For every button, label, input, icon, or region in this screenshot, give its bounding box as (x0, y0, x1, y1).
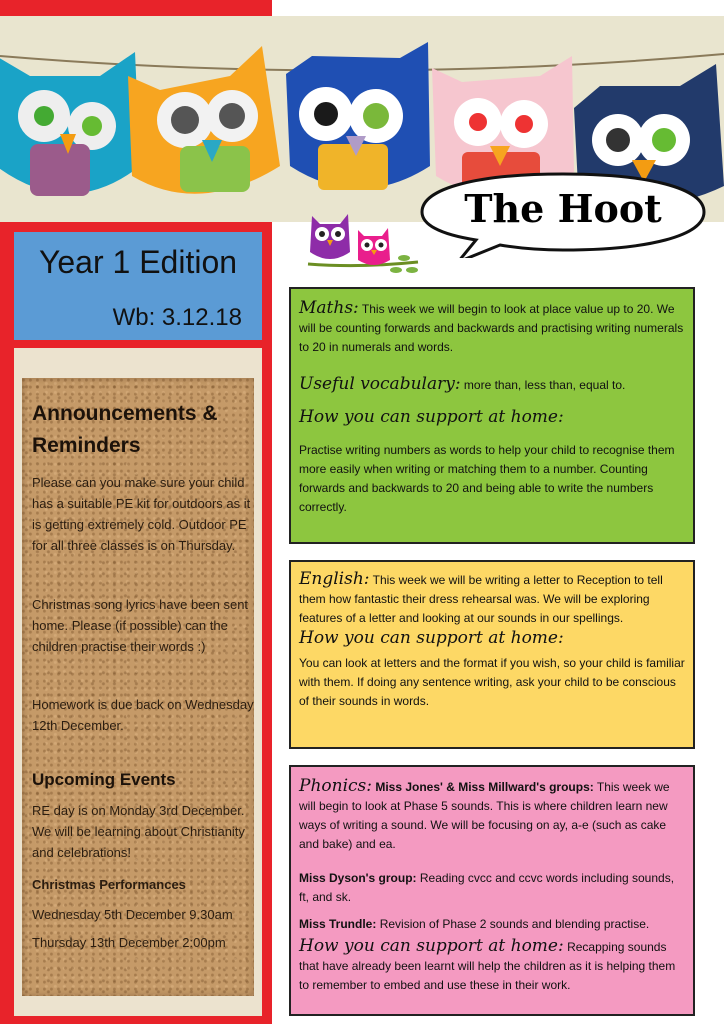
cork-board (22, 378, 254, 996)
maths-support-text: Practise writing numbers as words to help your child to recognise them more easily when writing or matching them to a number. Counting forwards and backwards to 20 and being able to write the numbers correctly. (299, 443, 675, 514)
english-label: English: (299, 569, 370, 589)
maths-support-label: How you can support at home: (299, 407, 564, 427)
maths-panel (289, 287, 695, 544)
announcement-song-lyrics: Christmas song lyrics have been sent home. Please (if possible) can the children practise their words :) (32, 597, 249, 654)
maths-vocab (299, 375, 687, 395)
newsletter-title: The Hoot (464, 186, 662, 231)
english-support-text: You can look at letters and the format if you wish, so your child is familiar with them. If doing any sentence writing, ask your child to be conscious of their sounds in words. (299, 656, 685, 708)
maths-intro-text: This week we will begin to look at place value up to 20. We will be counting forwards and backwards and practising writing numerals to 20 in numerals and words. (299, 302, 684, 354)
phonics-group3 (299, 915, 687, 934)
phonics-panel (289, 765, 695, 1016)
edition-box (14, 232, 262, 340)
cork-board-frame (14, 348, 262, 1016)
phonics-group1 (299, 777, 687, 854)
maths-intro (299, 299, 687, 357)
vocab-label: Useful vocabulary: (299, 374, 461, 394)
owl-teal-icon (0, 52, 140, 196)
phonics-label: Phonics: (299, 776, 372, 796)
vocab-text: more than, less than, equal to. (463, 378, 626, 392)
performance-item: Wednesday 5th December 9.30am (32, 907, 233, 922)
events-heading: Upcoming Events (32, 770, 176, 789)
edition-title: Year 1 Edition (38, 244, 238, 280)
owl-blue-icon (286, 42, 430, 190)
week-beginning: Wb: 3.12.18 (112, 304, 242, 331)
english-intro (299, 570, 687, 628)
group3-label: Miss Trundle: (299, 917, 377, 931)
top-red-bar (0, 0, 272, 16)
maths-label: Maths: (299, 298, 359, 318)
announcement-homework: Homework is due back on Wednesday 12th December. (32, 697, 254, 733)
group2-text: Reading cvcc and ccvc words including sounds, ft, and sk. (299, 871, 675, 904)
phonics-support-text: Recapping sounds that have already been learnt will help the children as it is helping them to remember to embed and use these in their work. (299, 940, 676, 992)
owls-on-branch-icon (300, 208, 430, 286)
phonics-support-label: How you can support at home: (299, 936, 564, 956)
phonics-support (299, 937, 687, 995)
performances-heading: Christmas Performances (32, 877, 186, 892)
phonics-group2 (299, 869, 687, 907)
performance-item: Thursday 13th December 2:00pm (32, 935, 226, 950)
announcements-heading: Announcements & Reminders (32, 402, 218, 457)
english-support-label: How you can support at home: (299, 628, 564, 648)
group1-label: Miss Jones' & Miss Millward's groups: (375, 780, 594, 794)
announcement-pe-kit: Please can you make sure your child has a suitable PE kit for outdoors as it is getting extremely cold. Outdoor PE for all three classes is on Thursday. (32, 475, 251, 553)
english-panel (289, 560, 695, 749)
group3-text: Revision of Phase 2 sounds and blending practise. (379, 917, 650, 931)
group2-label: Miss Dyson's group: (299, 871, 417, 885)
event-re-day: RE day is on Monday 3rd December. We will be learning about Christianity and celebrations! (32, 803, 245, 860)
group1-text: This week we will begin to look at Phase 5 sounds. This is where children learn new ways of writing a sound. We will be focusing on ay, a-e (such as cake and bake) and ea. (299, 780, 670, 851)
english-intro-text: This week we will be writing a letter to Reception to tell them how fantastic their dress rehearsal was. We will be exploring features of a letter and looking at our sounds in our spellings. (299, 573, 663, 625)
